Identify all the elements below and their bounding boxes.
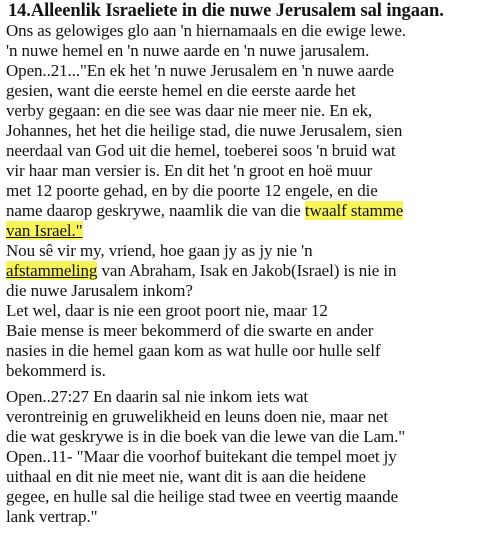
text-line: nasies in die hemel gaan kom as wat hulle oor hulle self bbox=[6, 341, 381, 360]
highlighted-underlined-text: afstammeling bbox=[6, 261, 98, 280]
text-segment: name daarop geskrywe, naamlik die van die bbox=[6, 201, 305, 220]
highlighted-underlined-text: van Israel." bbox=[6, 221, 83, 240]
text-line: die nuwe Jarusalem inkom? bbox=[6, 281, 193, 300]
text-line: bekommerd is. bbox=[6, 361, 106, 380]
text-line: verontreinig en gruwelikheid en leuns doen nie, maar net bbox=[6, 407, 388, 426]
text-line: gegee, en hulle sal die heilige stad twee en veertig maande bbox=[6, 487, 399, 506]
text-line: Baie mense is meer bekommerd of die swarte en ander bbox=[6, 321, 374, 340]
text-line: verby gegaan: en die see was daar nie meer nie. En ek, bbox=[6, 101, 373, 120]
highlighted-text: twaalf stamme bbox=[304, 201, 404, 220]
text-line: Open..21..."En ek het 'n nuwe Jerusalem en 'n nuwe aarde bbox=[6, 61, 394, 80]
text-line: Ons as gelowiges glo aan 'n hiernamaals en die ewige lewe. bbox=[6, 21, 406, 40]
text-line bbox=[6, 261, 496, 281]
text-line: Nou sê vir my, vriend, hoe gaan jy as jy nie 'n bbox=[6, 241, 313, 260]
text-line: Open..11- "Maar die voorhof buitekant die tempel moet jy bbox=[6, 447, 397, 466]
paragraph-2 bbox=[6, 387, 496, 527]
section-heading: 14.Alleenlik Israeliete in die nuwe Jerusalem sal ingaan. bbox=[8, 1, 444, 21]
text-line: 'n nuwe hemel en 'n nuwe aarde en 'n nuwe jarusalem. bbox=[6, 41, 370, 60]
text-line: vir haar man versier is. En dit het 'n groot en hoë muur bbox=[6, 161, 373, 180]
text-line: met 12 poorte gehad, en by die poorte 12 engele, en die bbox=[6, 181, 378, 200]
text-line: Johannes, het het die heilige stad, die nuwe Jerusalem, sien bbox=[6, 121, 403, 140]
text-line: Let wel, daar is nie een groot poort nie, maar 12 bbox=[6, 301, 328, 320]
text-line: neerdaal van God uit die hemel, toeberei soos 'n bruid wat bbox=[6, 141, 396, 160]
text-line: die wat geskrywe is in die boek van die lewe van die Lam." bbox=[6, 427, 406, 446]
paragraph-1 bbox=[6, 21, 496, 381]
text-line: uithaal en dit nie meet nie, want dit is aan die heidene bbox=[6, 467, 366, 486]
text-segment: van Abraham, Isak en Jakob(Israel) is nie in bbox=[97, 261, 397, 280]
text-line: Open..27:27 En daarin sal nie inkom iets wat bbox=[6, 387, 309, 406]
text-line: gesien, want die eerste hemel en die eerste aarde het bbox=[6, 81, 356, 100]
text-line: lank vertrap." bbox=[6, 507, 98, 526]
text-line bbox=[6, 201, 496, 221]
text-line bbox=[6, 221, 496, 241]
